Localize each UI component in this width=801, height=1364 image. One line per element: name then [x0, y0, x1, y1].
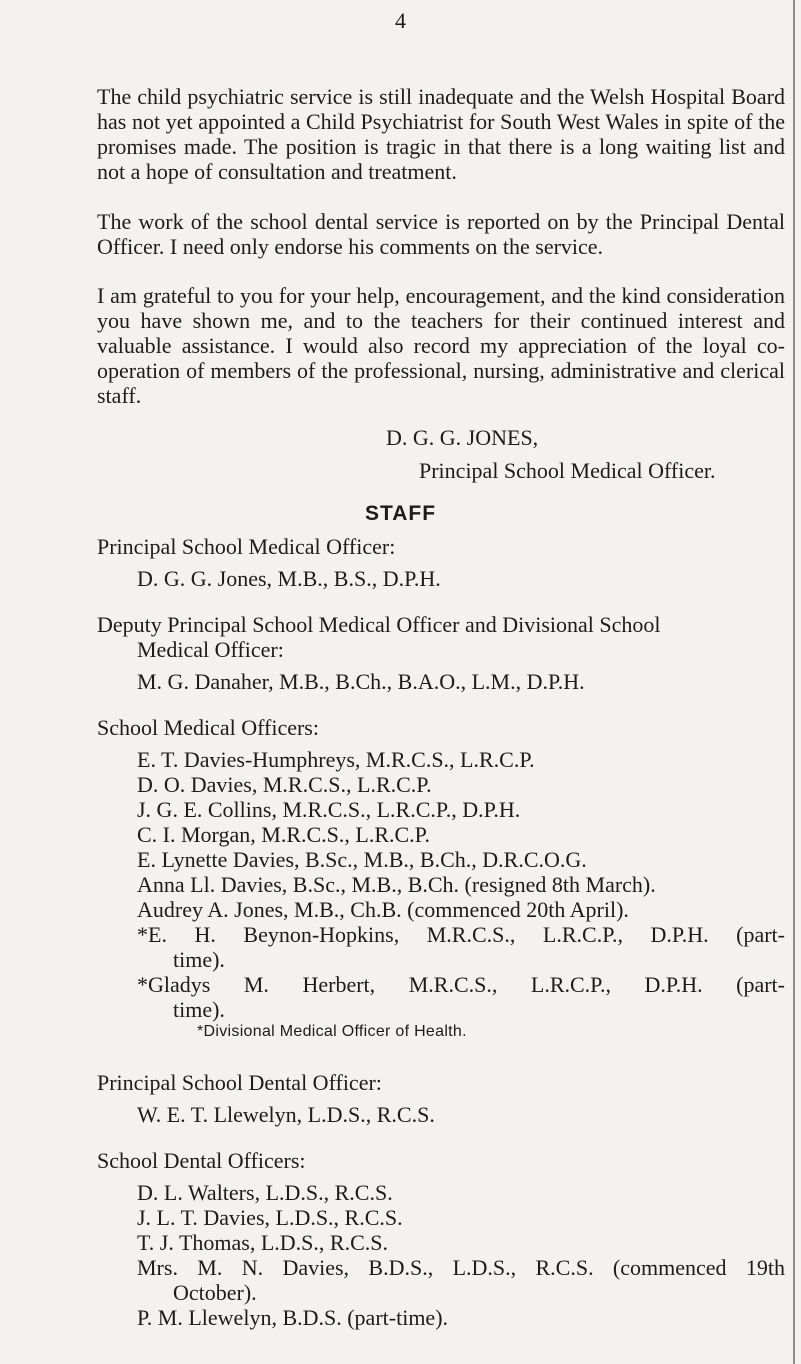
- sdo-item: D. L. Walters, L.D.S., R.C.S.: [137, 1180, 393, 1205]
- smo-part-time-2-cont: time).: [173, 997, 225, 1022]
- sdo-item: P. M. Llewelyn, B.D.S. (part-time).: [137, 1305, 449, 1330]
- smo-item: E. T. Davies-Humphreys, M.R.C.S., L.R.C.P.: [137, 747, 535, 772]
- sdo-item-mrs-davies-cont: October).: [173, 1280, 257, 1305]
- footnote: *Divisional Medical Officer of Health.: [197, 1023, 467, 1040]
- signature-name: D. G. G. JONES,: [386, 425, 539, 450]
- smo-item: Audrey A. Jones, M.B., Ch.B. (commenced 20th April).: [137, 897, 629, 922]
- paragraph-dental: The work of the school dental service is reported on by the Principal Dental Officer. I need only endorse his comments on the service.: [97, 209, 785, 259]
- psdo-heading: Principal School Dental Officer:: [97, 1070, 382, 1095]
- smo-heading: School Medical Officers:: [97, 715, 319, 740]
- deputy-heading-line1: Deputy Principal School Medical Officer and Divisional School: [97, 612, 661, 637]
- deputy-heading-line2: Medical Officer:: [137, 637, 284, 662]
- smo-part-time-1-cont: time).: [173, 947, 225, 972]
- smo-item: E. Lynette Davies, B.Sc., M.B., B.Ch., D.R.C.O.G.: [137, 847, 587, 872]
- sdo-item: J. L. T. Davies, L.D.S., R.C.S.: [137, 1205, 403, 1230]
- page-edge: [793, 0, 795, 1364]
- sdo-heading: School Dental Officers:: [97, 1148, 306, 1173]
- psdo-name: W. E. T. Llewelyn, L.D.S., R.C.S.: [137, 1102, 435, 1127]
- psmo-name: D. G. G. Jones, M.B., B.S., D.P.H.: [137, 566, 441, 591]
- smo-item: Anna Ll. Davies, B.Sc., M.B., B.Ch. (resigned 8th March).: [137, 872, 656, 897]
- paragraph-psychiatric: The child psychiatric service is still inadequate and the Welsh Hospital Board has not yet appointed a Child Psychiatrist for South West Wales in spite of the promises made. The position is tragic in that there is a long waiting list and not a hope of consultation and treatment.: [97, 84, 785, 184]
- page-number: 4: [395, 8, 406, 33]
- deputy-name: M. G. Danaher, M.B., B.Ch., B.A.O., L.M., D.P.H.: [137, 669, 585, 694]
- staff-heading: STAFF: [364, 502, 437, 525]
- smo-item: J. G. E. Collins, M.R.C.S., L.R.C.P., D.P.H.: [137, 797, 521, 822]
- sdo-item-mrs-davies: Mrs. M. N. Davies, B.D.S., L.D.S., R.C.S. (commenced 19th: [137, 1255, 785, 1280]
- smo-part-time-1: *E. H. Beynon-Hopkins, M.R.C.S., L.R.C.P., D.P.H. (part-: [137, 922, 785, 947]
- psmo-heading: Principal School Medical Officer:: [97, 534, 396, 559]
- signature-title: Principal School Medical Officer.: [419, 458, 716, 483]
- smo-item: C. I. Morgan, M.R.C.S., L.R.C.P.: [137, 822, 430, 847]
- sdo-item: T. J. Thomas, L.D.S., R.C.S.: [137, 1230, 388, 1255]
- paragraph-gratitude: I am grateful to you for your help, encouragement, and the kind consideration you have shown me, and to the teachers for their continued interest and valuable assistance. I would also record my appreciation of the loyal co-operation of members of the professional, nursing, administrative and clerical staff.: [97, 283, 785, 408]
- smo-item: D. O. Davies, M.R.C.S., L.R.C.P.: [137, 772, 432, 797]
- smo-part-time-2: *Gladys M. Herbert, M.R.C.S., L.R.C.P., D.P.H. (part-: [137, 972, 785, 997]
